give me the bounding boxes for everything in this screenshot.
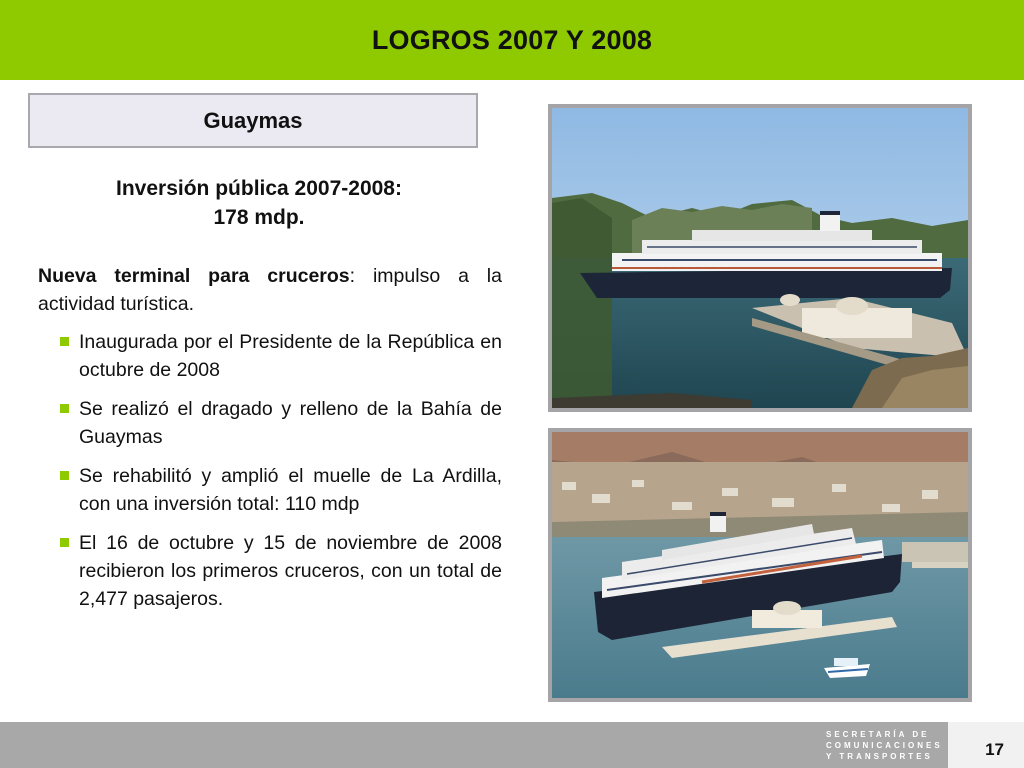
- bullet-text: Inaugurada por el Presidente de la República en octubre de 2008: [79, 331, 502, 381]
- slide-title: LOGROS 2007 Y 2008: [371, 24, 653, 55]
- list-item: [38, 328, 502, 384]
- investment-heading: [28, 174, 490, 232]
- list-item: [38, 529, 502, 613]
- square-bullet-icon: [60, 471, 69, 480]
- cruise-terminal-photo: [548, 104, 972, 412]
- header-bar: [0, 0, 1024, 80]
- bay-of-guaymas-photo: [548, 428, 972, 702]
- sct-logo-text: [826, 729, 943, 762]
- location-label: Guaymas: [203, 107, 303, 133]
- lead-bold: Nueva terminal para cruceros: [38, 265, 350, 287]
- lead-rest: : impulso a la actividad turística.: [38, 265, 502, 315]
- logo-line: Y TRANSPORTES: [826, 752, 933, 761]
- bullet-text: El 16 de octubre y 15 de noviembre de 2008 recibieron los primeros cruceros, con un total de 2,477 pasajeros.: [79, 532, 502, 610]
- square-bullet-icon: [60, 337, 69, 346]
- logo-line: SECRETARÍA DE: [826, 730, 930, 739]
- page-number-box: [948, 722, 1024, 768]
- square-bullet-icon: [60, 538, 69, 547]
- body-text: [38, 262, 502, 624]
- investment-line-1: Inversión pública 2007-2008:: [116, 177, 402, 200]
- cruise-terminal-image: [552, 108, 968, 408]
- list-item: [38, 462, 502, 518]
- page-number: 17: [985, 740, 1004, 759]
- bullet-list: [38, 328, 502, 613]
- list-item: [38, 395, 502, 451]
- square-bullet-icon: [60, 404, 69, 413]
- logo-line: COMUNICACIONES: [826, 741, 943, 750]
- bullet-text: Se realizó el dragado y relleno de la Bahía de Guaymas: [79, 398, 502, 448]
- location-box: [28, 93, 478, 148]
- lead-paragraph: [38, 262, 502, 318]
- bay-of-guaymas-image: [552, 432, 968, 698]
- bullet-text: Se rehabilitó y amplió el muelle de La Ardilla, con una inversión total: 110 mdp: [79, 465, 502, 515]
- investment-line-2: 178 mdp.: [213, 206, 305, 229]
- footer-bar: [0, 722, 1024, 768]
